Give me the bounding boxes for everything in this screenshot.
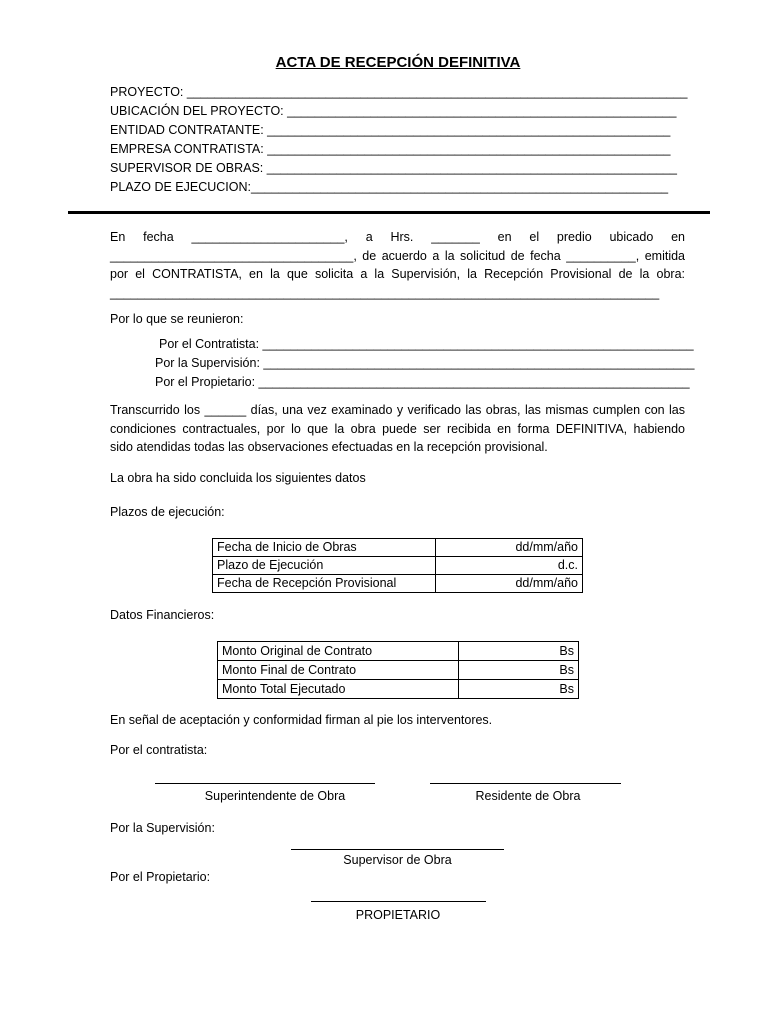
- table-row: [213, 557, 583, 575]
- signature-line-propietario: [311, 901, 486, 902]
- field-plazo-ejecucion: PLAZO DE EJECUCION:____________________________________________________________: [110, 180, 669, 194]
- field-entidad-contratante: ENTIDAD CONTRATANTE: __________________________________________________________: [110, 123, 671, 137]
- table-cell-value: dd/mm/año: [436, 539, 583, 557]
- reunion-label: Por lo que se reunieron:: [110, 312, 244, 326]
- table-row: [213, 575, 583, 593]
- table-cell-value: Bs: [459, 661, 579, 680]
- table-cell-label: Plazo de Ejecución: [213, 557, 436, 575]
- intro-line: ___________________________________, de acuerdo a la solicitud de fecha __________, emitida: [110, 248, 685, 263]
- table-cell-label: Fecha de Inicio de Obras: [213, 539, 436, 557]
- signature-line-supervisor: [291, 849, 504, 850]
- signature-label-residente: Residente de Obra: [475, 789, 581, 803]
- plazos-label: Plazos de ejecución:: [110, 505, 225, 519]
- signature-label-superintendente: Superintendente de Obra: [204, 789, 346, 803]
- table-cell-label: Monto Original de Contrato: [218, 642, 459, 661]
- table-cell-value: dd/mm/año: [436, 575, 583, 593]
- plazos-table: [212, 538, 583, 593]
- transcurrido-paragraph: [110, 401, 685, 457]
- table-cell-label: Monto Final de Contrato: [218, 661, 459, 680]
- intro-paragraph: [110, 228, 685, 302]
- transcurrido-line: sido atendidas todas las observaciones efectuadas en la recepción provisional.: [110, 440, 548, 454]
- table-row: [218, 642, 579, 661]
- signature-label-supervisor: Supervisor de Obra: [343, 853, 452, 867]
- field-empresa-contratista: EMPRESA CONTRATISTA: __________________________________________________________: [110, 142, 671, 156]
- intro-line: _______________________________________________________________________________: [110, 285, 660, 300]
- por-contratista-label: Por el contratista:: [110, 743, 208, 757]
- field-supervisor-obras: SUPERVISOR DE OBRAS: ___________________________________________________________: [110, 161, 677, 175]
- financieros-label: Datos Financieros:: [110, 608, 215, 622]
- field-ubicacion: UBICACIÓN DEL PROYECTO: ________________________________________________________: [110, 104, 677, 118]
- table-row: [218, 661, 579, 680]
- table-cell-label: Fecha de Recepción Provisional: [213, 575, 436, 593]
- signature-line-residente: [430, 783, 621, 784]
- conformidad-text: En señal de aceptación y conformidad firman al pie los interventores.: [110, 713, 493, 727]
- por-propietario-label: Por el Propietario:: [110, 870, 211, 884]
- table-cell-value: Bs: [459, 680, 579, 699]
- attendee-contratista: Por el Contratista: ______________________________________________________________: [159, 337, 694, 351]
- table-cell-label: Monto Total Ejecutado: [218, 680, 459, 699]
- signature-line-superintendente: [155, 783, 375, 784]
- document-title: ACTA DE RECEPCIÓN DEFINITIVA: [275, 54, 521, 71]
- attendee-propietario: Por el Propietario: ______________________________________________________________: [155, 375, 690, 389]
- intro-line: por el CONTRATISTA, en la que solicita a la Supervisión, la Recepción Provisional de la obra:: [110, 267, 685, 281]
- por-supervision-label: Por la Supervisión:: [110, 821, 215, 835]
- field-proyecto: PROYECTO: ________________________________________________________________________: [110, 85, 688, 99]
- concluida-text: La obra ha sido concluida los siguientes datos: [110, 471, 366, 485]
- attendee-supervision: Por la Supervisión: ______________________________________________________________: [155, 356, 695, 370]
- intro-line: En fecha ______________________, a Hrs. _______ en el predio ubicado en: [110, 230, 685, 244]
- financieros-table: [217, 641, 579, 699]
- table-row: [213, 539, 583, 557]
- table-cell-value: Bs: [459, 642, 579, 661]
- transcurrido-line: Transcurrido los ______ días, una vez examinado y verificado las obras, las mismas cumplen con las: [110, 403, 685, 417]
- table-row: [218, 680, 579, 699]
- transcurrido-line: condiciones contractuales, por lo que la obra puede ser recibida en forma DEFINITIVA, habiendo: [110, 421, 685, 436]
- table-cell-value: d.c.: [436, 557, 583, 575]
- signature-label-propietario: PROPIETARIO: [355, 908, 441, 922]
- header-divider: [68, 211, 710, 214]
